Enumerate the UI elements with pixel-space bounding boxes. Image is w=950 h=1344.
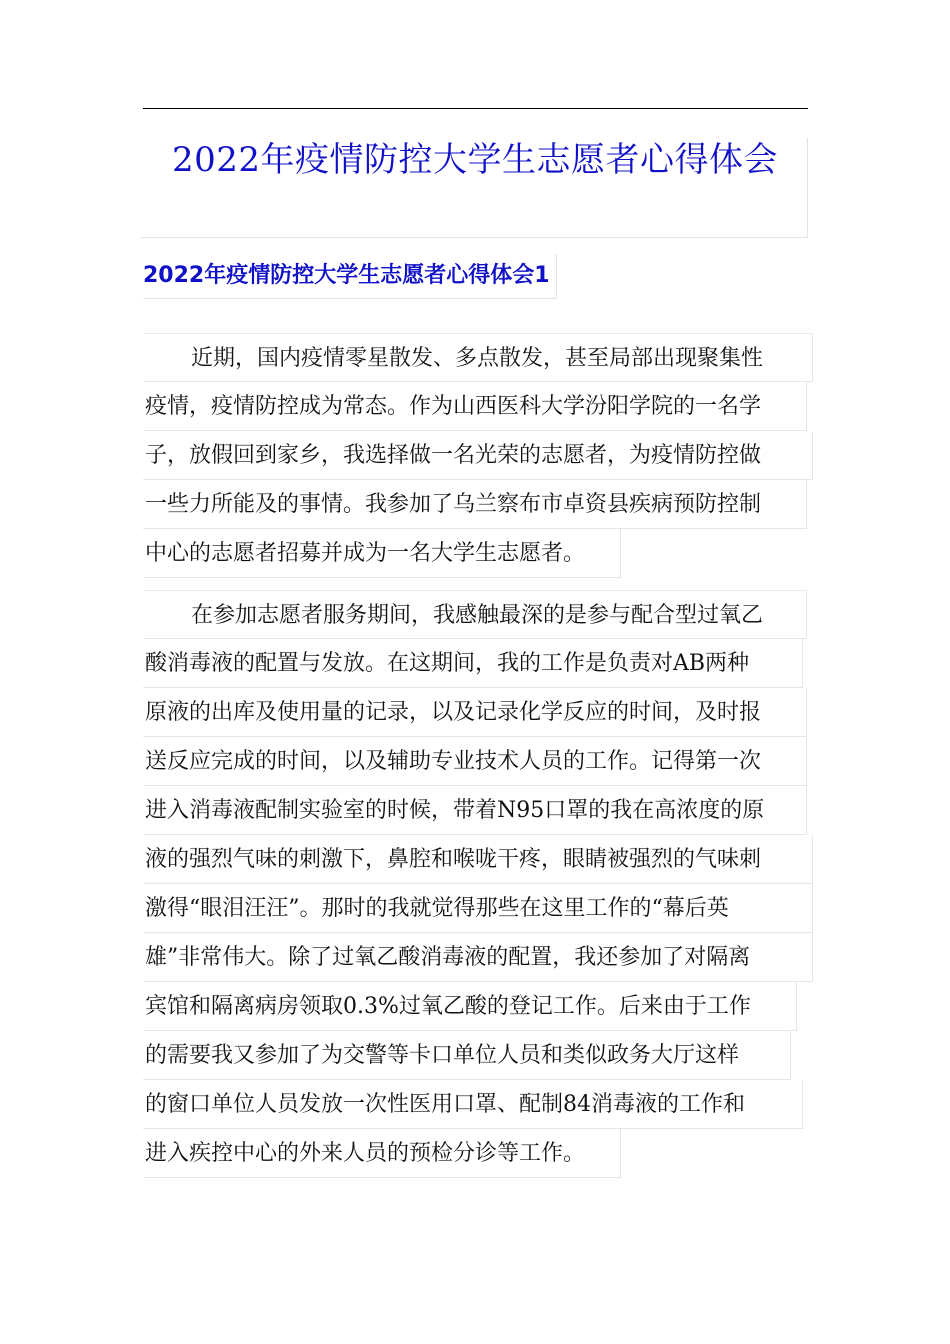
paragraph-line: 子，放假回到家乡，我选择做一名光荣的志愿者，为疫情防控做: [143, 431, 813, 480]
paragraph-1: [143, 333, 813, 578]
paragraph-line: 宾馆和隔离病房领取0.3%过氧乙酸的登记工作。后来由于工作: [143, 982, 797, 1031]
paragraph-line: 酸消毒液的配置与发放。在这期间，我的工作是负责对AB两种: [143, 639, 803, 688]
section-heading: 2022年疫情防控大学生志愿者心得体会1: [143, 254, 557, 299]
paragraph-2: [143, 590, 813, 1178]
paragraph-line: 激得“眼泪汪汪”。那时的我就觉得那些在这里工作的“幕后英: [143, 884, 813, 933]
paragraph-line: 液的强烈气味的刺激下，鼻腔和喉咙干疼，眼睛被强烈的气味刺: [143, 835, 813, 884]
paragraph-line: 雄”非常伟大。除了过氧乙酸消毒液的配置，我还参加了对隔离: [143, 933, 813, 982]
document-title: 2022年疫情防控大学生志愿者心得体会: [171, 140, 779, 180]
paragraph-line: 的窗口单位人员发放一次性医用口罩、配制84消毒液的工作和: [143, 1080, 803, 1129]
paragraph-line: 进入消毒液配制实验室的时候，带着N95口罩的我在高浓度的原: [143, 786, 807, 835]
paragraph-line: 疫情，疫情防控成为常态。作为山西医科大学汾阳学院的一名学: [143, 382, 807, 431]
paragraph-line: 在参加志愿者服务期间，我感触最深的是参与配合型过氧乙: [143, 590, 807, 639]
header-rule: [143, 108, 808, 109]
paragraph-line: 近期，国内疫情零星散发、多点散发，甚至局部出现聚集性: [143, 333, 813, 382]
paragraph-line: 进入疾控中心的外来人员的预检分诊等工作。: [143, 1129, 621, 1178]
paragraph-line: 中心的志愿者招募并成为一名大学生志愿者。: [143, 529, 621, 578]
paragraph-line: 一些力所能及的事情。我参加了乌兰察布市卓资县疾病预防控制: [143, 480, 807, 529]
paragraph-line: 的需要我又参加了为交警等卡口单位人员和类似政务大厅这样: [143, 1031, 791, 1080]
paragraph-line: 原液的出库及使用量的记录，以及记录化学反应的时间，及时报: [143, 688, 807, 737]
paragraph-line: 送反应完成的时间，以及辅助专业技术人员的工作。记得第一次: [143, 737, 807, 786]
